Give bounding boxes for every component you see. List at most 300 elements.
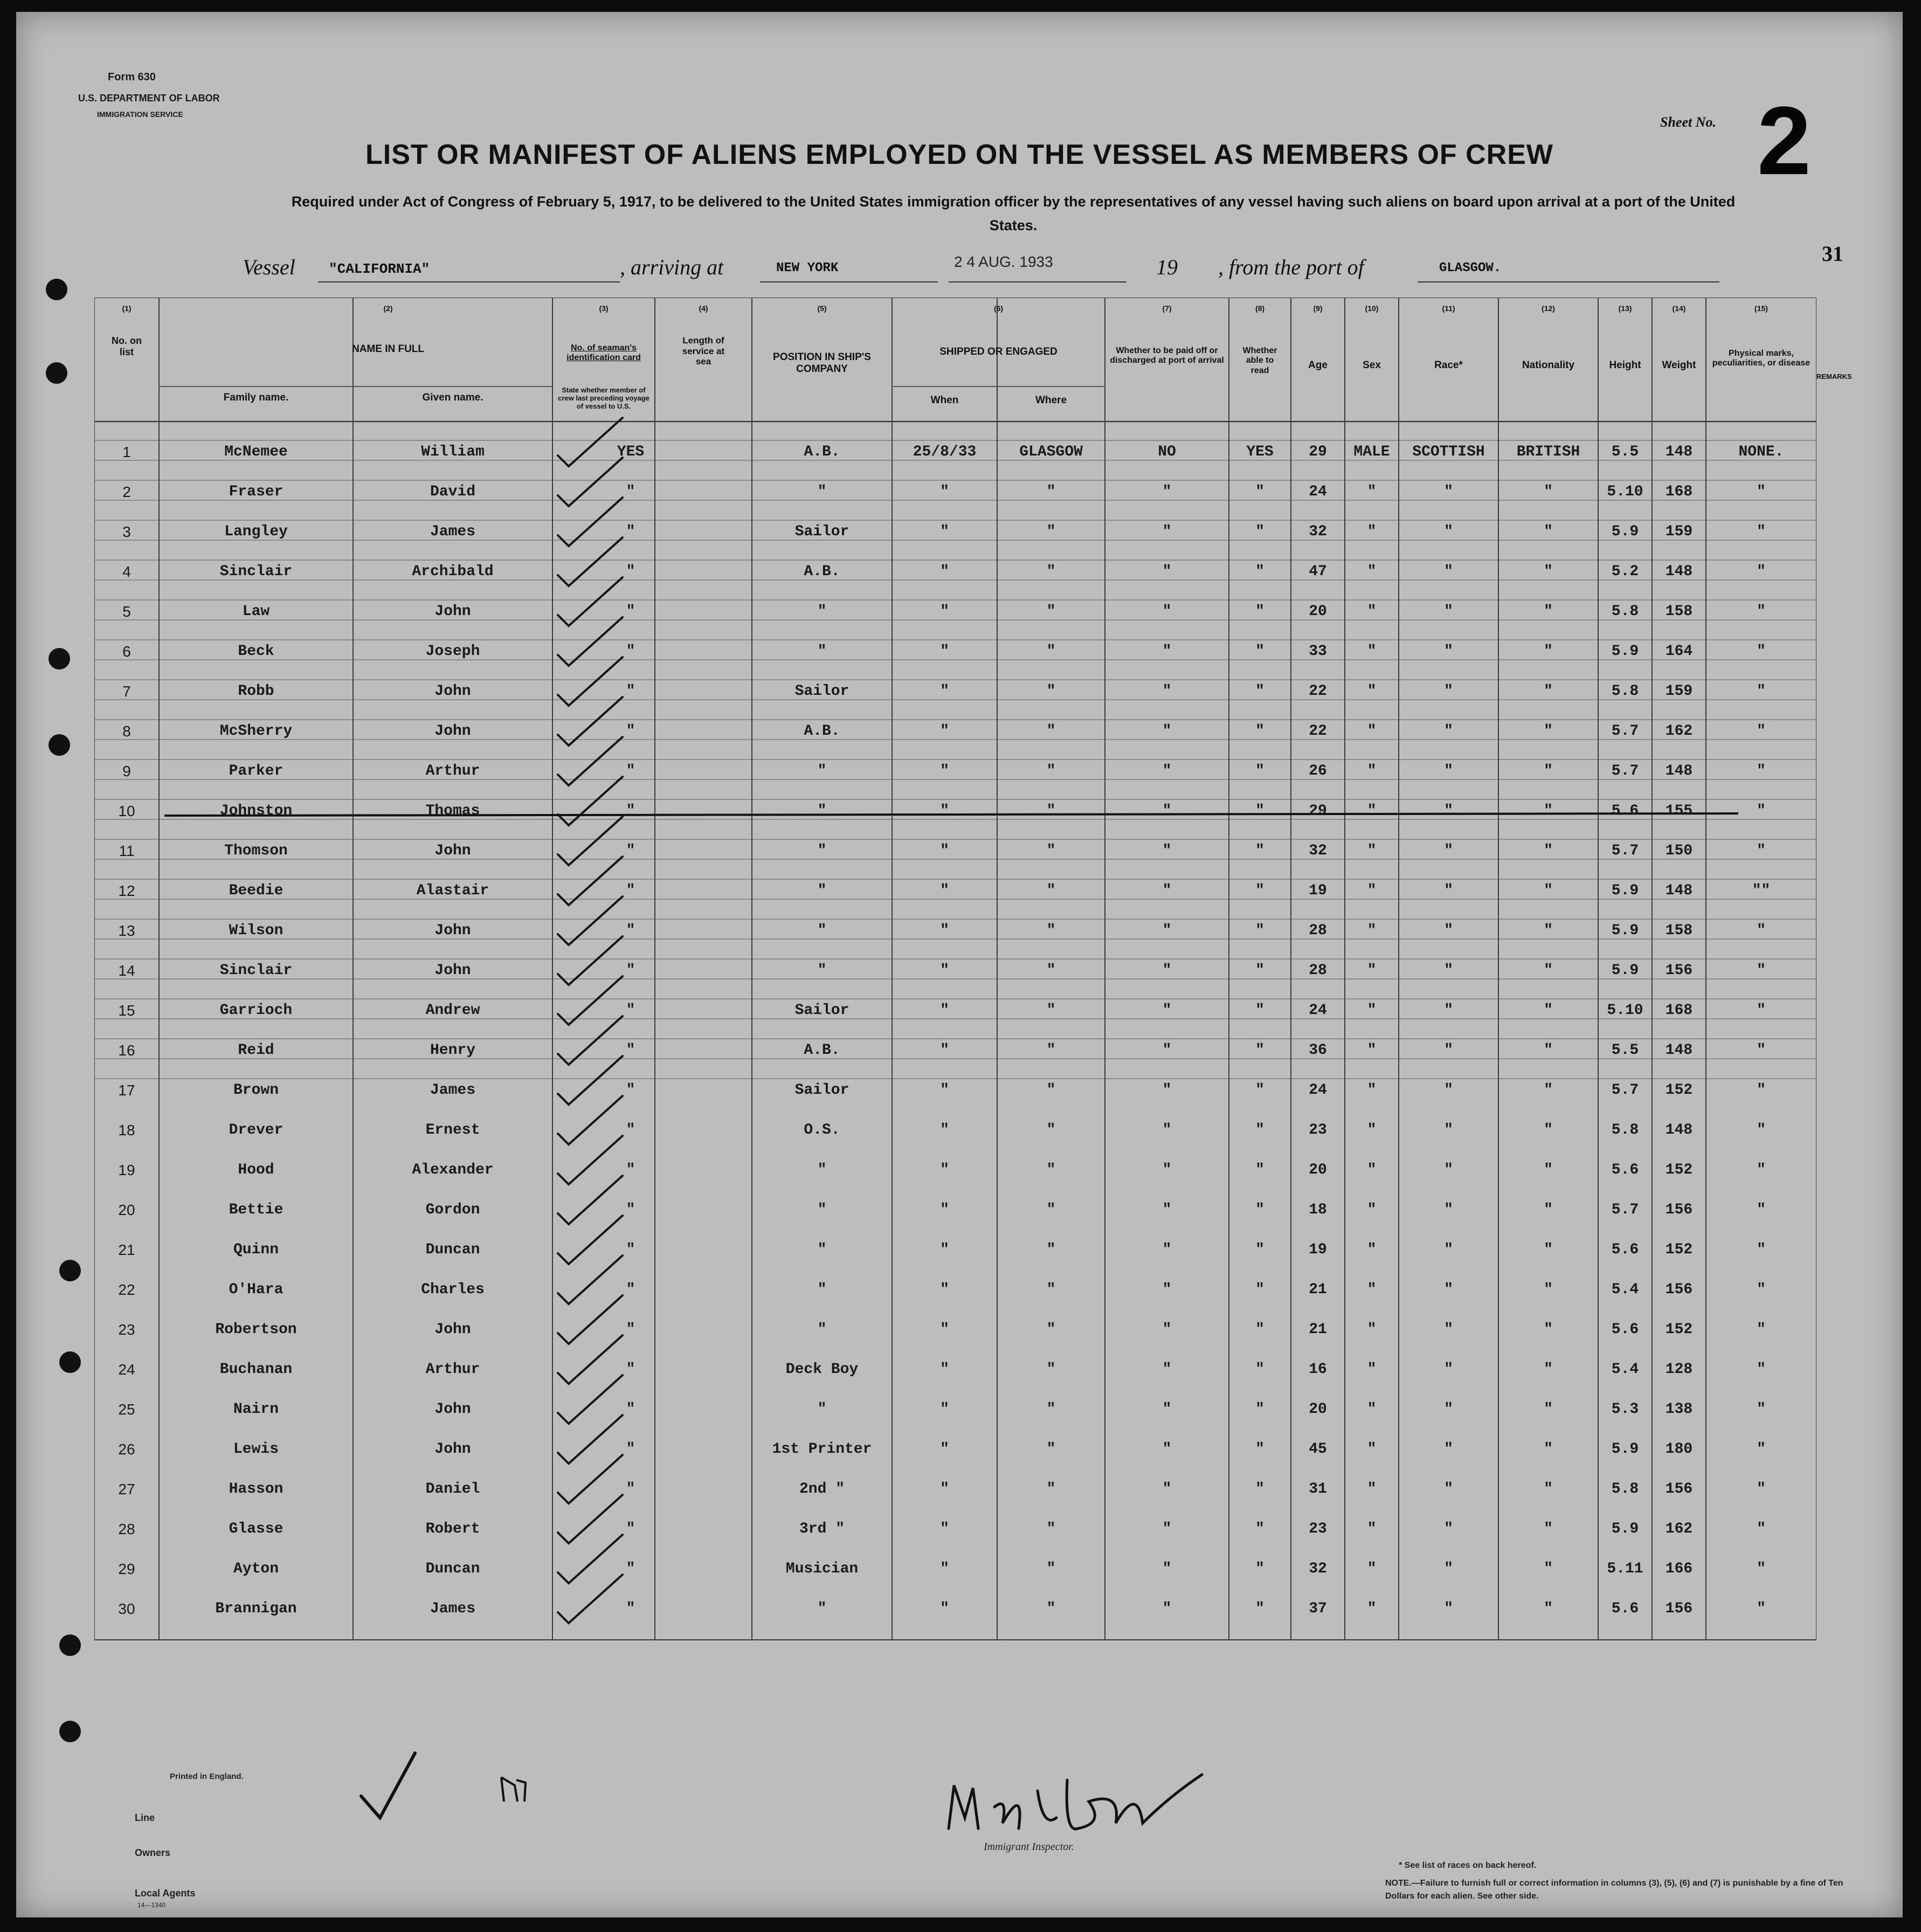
cell-height: 5.7 <box>1611 1202 1639 1218</box>
cell-race: " <box>1444 683 1453 700</box>
cell-position: Deck Boy <box>785 1361 859 1378</box>
cell-family: McNemee <box>224 444 288 460</box>
cell-read: " <box>1255 1162 1264 1178</box>
cell-race: " <box>1444 484 1453 500</box>
cell-race: " <box>1444 1561 1453 1577</box>
cell-nationality: " <box>1544 1122 1553 1138</box>
cell-where: " <box>1046 1600 1056 1617</box>
cell-weight: 158 <box>1665 922 1693 939</box>
cell-position: " <box>817 803 827 819</box>
cell-nationality: " <box>1544 1600 1553 1617</box>
cell-paid: " <box>1162 1561 1172 1577</box>
cell-weight: 148 <box>1665 444 1693 460</box>
cell-weight: 162 <box>1665 723 1693 740</box>
cell-when: " <box>940 1521 949 1537</box>
cell-sex: " <box>1367 922 1377 939</box>
cell-family: Glasse <box>229 1521 284 1537</box>
cell-card: " <box>626 1361 635 1378</box>
cell-paid: " <box>1162 1361 1172 1378</box>
cell-where: " <box>1046 643 1056 660</box>
cell-family: Nairn <box>233 1401 279 1418</box>
cell-read: " <box>1255 1401 1264 1418</box>
hdr-where: Where <box>1035 395 1067 406</box>
year-label: 19 <box>1156 255 1178 279</box>
cell-paid: " <box>1162 1202 1172 1218</box>
cell-card: " <box>626 763 635 779</box>
cell-height: 5.3 <box>1611 1401 1639 1418</box>
cell-card: " <box>626 523 635 540</box>
cell-age: 21 <box>1309 1321 1327 1338</box>
cell-marks: " <box>1757 763 1766 779</box>
cell-no: 28 <box>118 1521 135 1537</box>
cell-card: " <box>626 643 635 660</box>
cell-when: " <box>940 723 949 740</box>
hdr-family-name: Family name. <box>223 392 289 403</box>
hdr-nationality: Nationality <box>1522 360 1575 371</box>
cell-no: 23 <box>118 1321 135 1338</box>
department: U.S. DEPARTMENT OF LABOR <box>78 93 220 104</box>
hdr-height: Height <box>1609 360 1641 371</box>
cell-sex: " <box>1367 1202 1377 1218</box>
cell-read: " <box>1255 1202 1264 1218</box>
cell-when: " <box>940 922 949 939</box>
hdr-c7-num: (7) <box>1162 304 1172 313</box>
cell-sex: " <box>1367 962 1377 979</box>
cell-height: 5.6 <box>1611 1162 1639 1178</box>
cell-no: 21 <box>118 1241 135 1258</box>
cell-card: " <box>626 843 635 859</box>
cell-no: 14 <box>118 962 135 979</box>
cell-when: " <box>940 1002 949 1019</box>
cell-no: 6 <box>122 643 131 660</box>
cell-when: " <box>940 843 949 859</box>
form-subtitle: Required under Act of Congress of February 5, 1917, to be delivered to the United States immigration officer by the representatives of any vessel having such aliens on board upon arrival at a port of the United States. <box>291 194 1736 233</box>
cell-marks: " <box>1757 723 1766 740</box>
cell-family: Brannigan <box>215 1600 297 1617</box>
cell-where: " <box>1046 1361 1056 1378</box>
cell-read: " <box>1255 1521 1264 1537</box>
cell-card: YES <box>617 444 645 460</box>
cell-weight: 156 <box>1665 1600 1693 1617</box>
cell-position: A.B. <box>804 444 840 460</box>
cell-sex: " <box>1367 683 1377 700</box>
cell-when: " <box>940 803 949 819</box>
cell-where: " <box>1046 962 1056 979</box>
cell-weight: 164 <box>1665 643 1693 660</box>
cell-sex: " <box>1367 1281 1377 1298</box>
cell-marks: "" <box>1752 882 1771 899</box>
cell-nationality: " <box>1544 1082 1553 1099</box>
hdr-c9-num: (9) <box>1313 304 1323 313</box>
cell-no: 5 <box>122 603 131 620</box>
hdr-c2-num: (2) <box>383 304 393 313</box>
cell-card: " <box>626 1082 635 1099</box>
form-title: LIST OR MANIFEST OF ALIENS EMPLOYED ON THE VESSEL AS MEMBERS OF CREW <box>365 139 1553 170</box>
cell-sex: " <box>1367 1002 1377 1019</box>
cell-race: " <box>1444 1281 1453 1298</box>
cell-height: 5.10 <box>1607 1002 1643 1019</box>
cell-position: " <box>817 1202 827 1218</box>
cell-when: " <box>940 1441 949 1458</box>
cell-nationality: " <box>1544 603 1553 620</box>
cell-age: 29 <box>1309 444 1327 460</box>
cell-paid: NO <box>1158 444 1176 460</box>
hdr-c10-num: (10) <box>1365 304 1379 313</box>
cell-race: " <box>1444 763 1453 779</box>
cell-when: " <box>940 763 949 779</box>
cell-read: " <box>1255 1082 1264 1099</box>
cell-card: " <box>626 1202 635 1218</box>
hdr-c12-num: (12) <box>1542 304 1555 313</box>
cell-height: 5.4 <box>1611 1281 1639 1298</box>
cell-age: 16 <box>1309 1361 1327 1378</box>
cell-race: " <box>1444 1082 1453 1099</box>
agents-code: 14—1340 <box>137 1901 166 1909</box>
cell-marks: " <box>1757 1122 1766 1138</box>
cell-card: " <box>626 1401 635 1418</box>
cell-age: 31 <box>1309 1481 1327 1498</box>
cell-no: 8 <box>122 723 131 740</box>
cell-sex: " <box>1367 1122 1377 1138</box>
cell-race: " <box>1444 1122 1453 1138</box>
cell-given: Joseph <box>425 643 480 660</box>
cell-given: John <box>434 723 471 740</box>
cell-where: " <box>1046 1002 1056 1019</box>
cell-position: " <box>817 1321 827 1338</box>
cell-age: 24 <box>1309 1082 1327 1099</box>
cell-no: 2 <box>122 484 131 500</box>
cell-height: 5.10 <box>1607 484 1643 500</box>
cell-when: " <box>940 1082 949 1099</box>
cell-position: 3rd " <box>799 1521 845 1537</box>
cell-read: " <box>1255 563 1264 580</box>
cell-where: " <box>1046 882 1056 899</box>
cell-read: " <box>1255 763 1264 779</box>
cell-race: " <box>1444 523 1453 540</box>
binder-hole <box>49 734 70 756</box>
cell-card: " <box>626 603 635 620</box>
cell-position: " <box>817 1281 827 1298</box>
cell-nationality: " <box>1544 922 1553 939</box>
binder-hole <box>59 1351 81 1373</box>
cell-weight: 152 <box>1665 1082 1693 1099</box>
cell-given: John <box>434 603 471 620</box>
cell-paid: " <box>1162 1002 1172 1019</box>
cell-position: Sailor <box>794 523 849 540</box>
cell-no: 27 <box>118 1481 135 1498</box>
cell-sex: " <box>1367 563 1377 580</box>
cell-given: John <box>434 683 471 700</box>
cell-when: " <box>940 882 949 899</box>
cell-sex: " <box>1367 1042 1377 1059</box>
cell-marks: " <box>1757 1162 1766 1178</box>
cell-where: " <box>1046 843 1056 859</box>
cell-position: " <box>817 603 827 620</box>
cell-age: 33 <box>1309 643 1327 660</box>
cell-read: " <box>1255 922 1264 939</box>
cell-height: 5.6 <box>1611 1241 1639 1258</box>
cell-weight: 156 <box>1665 1281 1693 1298</box>
hdr-seaman-card: No. of seaman's identification card <box>566 343 641 363</box>
binder-hole <box>59 1634 81 1656</box>
cell-weight: 168 <box>1665 484 1693 500</box>
cell-where: " <box>1046 1122 1056 1138</box>
cell-read: " <box>1255 962 1264 979</box>
cell-no: 7 <box>122 683 131 700</box>
cell-no: 13 <box>118 922 135 939</box>
cell-paid: " <box>1162 1241 1172 1258</box>
cell-card: " <box>626 1002 635 1019</box>
cell-position: " <box>817 1600 827 1617</box>
cell-where: " <box>1046 603 1056 620</box>
binder-hole <box>49 648 70 670</box>
cell-nationality: " <box>1544 683 1553 700</box>
cell-height: 5.9 <box>1611 962 1639 979</box>
cell-read: " <box>1255 1481 1264 1498</box>
cell-nationality: " <box>1544 523 1553 540</box>
cell-where: " <box>1046 723 1056 740</box>
cell-family: Fraser <box>229 484 284 500</box>
cell-paid: " <box>1162 803 1172 819</box>
cell-paid: " <box>1162 1082 1172 1099</box>
date-underline <box>949 281 1127 282</box>
cell-age: 28 <box>1309 962 1327 979</box>
hdr-c15-num: (15) <box>1754 304 1768 313</box>
cell-position: " <box>817 763 827 779</box>
cell-height: 5.7 <box>1611 723 1639 740</box>
line-label: Line <box>135 1812 155 1823</box>
owners-label: Owners <box>135 1847 171 1858</box>
cell-read: " <box>1255 803 1264 819</box>
cell-age: 45 <box>1309 1441 1327 1458</box>
cell-no: 1 <box>122 444 131 460</box>
cell-nationality: " <box>1544 1361 1553 1378</box>
cell-marks: NONE. <box>1738 444 1784 460</box>
cell-age: 26 <box>1309 763 1327 779</box>
cell-age: 32 <box>1309 843 1327 859</box>
cell-where: " <box>1046 1281 1056 1298</box>
cell-nationality: " <box>1544 882 1553 899</box>
cell-weight: 138 <box>1665 1401 1693 1418</box>
arrival-port: NEW YORK <box>776 261 839 275</box>
cell-card: " <box>626 1600 635 1617</box>
cell-family: Wilson <box>229 922 284 939</box>
cell-card: " <box>626 563 635 580</box>
cell-family: Thomson <box>224 843 288 859</box>
cell-given: Archibald <box>412 563 494 580</box>
cell-height: 5.7 <box>1611 763 1639 779</box>
cell-nationality: " <box>1544 1241 1553 1258</box>
cell-marks: " <box>1757 523 1766 540</box>
cell-sex: " <box>1367 603 1377 620</box>
cell-given: Thomas <box>425 803 480 819</box>
cell-no: 12 <box>118 882 135 899</box>
cell-position: Sailor <box>794 683 849 700</box>
cell-read: " <box>1255 523 1264 540</box>
cell-position: Musician <box>785 1561 859 1577</box>
cell-paid: " <box>1162 1162 1172 1178</box>
cell-where: " <box>1046 563 1056 580</box>
cell-read: " <box>1255 1321 1264 1338</box>
cell-family: Reid <box>238 1042 274 1059</box>
cell-height: 5.9 <box>1611 643 1639 660</box>
cell-family: Drever <box>229 1122 284 1138</box>
cell-when: " <box>940 1401 949 1418</box>
cell-position: " <box>817 962 827 979</box>
binder-hole <box>46 279 67 300</box>
cell-when: " <box>940 1321 949 1338</box>
cell-age: 22 <box>1309 723 1327 740</box>
cell-card: " <box>626 1042 635 1059</box>
cell-card: " <box>626 1281 635 1298</box>
cell-family: Sinclair <box>219 962 293 979</box>
cell-marks: " <box>1757 1401 1766 1418</box>
cell-card: " <box>626 803 635 819</box>
cell-marks: " <box>1757 563 1766 580</box>
cell-no: 9 <box>122 763 131 779</box>
cell-nationality: " <box>1544 1561 1553 1577</box>
cell-no: 15 <box>118 1002 135 1019</box>
hdr-c1-num: (1) <box>122 304 132 313</box>
hdr-c3-num: (3) <box>599 304 609 313</box>
page-number: 31 <box>1822 242 1843 266</box>
cell-position: " <box>817 484 827 500</box>
cell-family: Parker <box>229 763 284 779</box>
cell-family: Hood <box>238 1162 274 1178</box>
cell-given: William <box>421 444 485 460</box>
cell-nationality: BRITISH <box>1516 444 1580 460</box>
cell-family: Bettie <box>229 1202 284 1218</box>
cell-height: 5.6 <box>1611 803 1639 819</box>
cell-paid: " <box>1162 1441 1172 1458</box>
cell-paid: " <box>1162 563 1172 580</box>
cell-when: " <box>940 1162 949 1178</box>
cell-age: 37 <box>1309 1600 1327 1617</box>
cell-age: 23 <box>1309 1122 1327 1138</box>
cell-height: 5.7 <box>1611 843 1639 859</box>
cell-nationality: " <box>1544 1401 1553 1418</box>
cell-paid: " <box>1162 1481 1172 1498</box>
table-grid <box>94 298 1816 1775</box>
cell-given: David <box>430 484 475 500</box>
cell-read: " <box>1255 843 1264 859</box>
cell-read: " <box>1255 643 1264 660</box>
cell-age: 21 <box>1309 1281 1327 1298</box>
hdr-length-service: Length of service at sea <box>682 335 725 367</box>
cell-marks: " <box>1757 484 1766 500</box>
cell-race: " <box>1444 1162 1453 1178</box>
hdr-given-name: Given name. <box>422 392 483 403</box>
cell-position: A.B. <box>804 723 840 740</box>
cell-sex: " <box>1367 1521 1377 1537</box>
cell-weight: 159 <box>1665 523 1693 540</box>
hdr-when: When <box>930 395 959 406</box>
cell-where: GLASGOW <box>1019 444 1083 460</box>
cell-height: 5.8 <box>1611 603 1639 620</box>
cell-when: " <box>940 1561 949 1577</box>
form-number: Form 630 <box>108 71 156 83</box>
cell-race: " <box>1444 1401 1453 1418</box>
cell-where: " <box>1046 484 1056 500</box>
cell-nationality: " <box>1544 1202 1553 1218</box>
cell-position: 2nd " <box>799 1481 845 1498</box>
cell-position: Sailor <box>794 1082 849 1099</box>
cell-weight: 156 <box>1665 1481 1693 1498</box>
cell-paid: " <box>1162 723 1172 740</box>
cell-nationality: " <box>1544 643 1553 660</box>
cell-read: " <box>1255 1042 1264 1059</box>
cell-position: " <box>817 882 827 899</box>
cell-race: " <box>1444 1202 1453 1218</box>
cell-card: " <box>626 1162 635 1178</box>
cell-nationality: " <box>1544 1042 1553 1059</box>
cell-paid: " <box>1162 683 1172 700</box>
cell-where: " <box>1046 1561 1056 1577</box>
cell-sex: MALE <box>1353 444 1390 460</box>
cell-sex: " <box>1367 763 1377 779</box>
cell-age: 19 <box>1309 1241 1327 1258</box>
cell-when: " <box>940 1202 949 1218</box>
agents-label: Local Agents <box>135 1888 196 1899</box>
cell-no: 22 <box>118 1281 135 1298</box>
cell-race: " <box>1444 1361 1453 1378</box>
cell-when: " <box>940 683 949 700</box>
cell-race: " <box>1444 1002 1453 1019</box>
cell-family: Robertson <box>215 1321 297 1338</box>
cell-weight: 166 <box>1665 1561 1693 1577</box>
cell-marks: " <box>1757 683 1766 700</box>
cell-height: 5.5 <box>1611 1042 1639 1059</box>
from-underline <box>1418 281 1719 282</box>
cell-paid: " <box>1162 523 1172 540</box>
cell-position: A.B. <box>804 1042 840 1059</box>
cell-no: 11 <box>119 843 135 859</box>
cell-where: " <box>1046 1202 1056 1218</box>
cell-given: Ernest <box>425 1122 480 1138</box>
cell-read: " <box>1255 484 1264 500</box>
cell-position: " <box>817 1241 827 1258</box>
cell-sex: " <box>1367 1361 1377 1378</box>
cell-sex: " <box>1367 1481 1377 1498</box>
sheet-number: 2 <box>1757 87 1812 195</box>
hdr-c11-num: (11) <box>1442 304 1455 313</box>
cell-height: 5.9 <box>1611 523 1639 540</box>
hdr-physical-marks: Physical marks, peculiarities, or disease <box>1712 349 1811 368</box>
cell-paid: " <box>1162 763 1172 779</box>
cell-height: 5.6 <box>1611 1600 1639 1617</box>
cell-where: " <box>1046 803 1056 819</box>
from-port: GLASGOW. <box>1439 261 1502 275</box>
vessel-name: "CALIFORNIA" <box>329 261 430 277</box>
cell-age: 28 <box>1309 922 1327 939</box>
cell-sex: " <box>1367 1321 1377 1338</box>
cell-where: " <box>1046 763 1056 779</box>
cell-sex: " <box>1367 643 1377 660</box>
hdr-c8-num: (8) <box>1255 304 1265 313</box>
cell-sex: " <box>1367 843 1377 859</box>
cell-when: " <box>940 1241 949 1258</box>
cell-read: " <box>1255 1561 1264 1577</box>
cell-read: " <box>1255 1361 1264 1378</box>
hdr-c5-num: (5) <box>817 304 827 313</box>
cell-weight: 152 <box>1665 1321 1693 1338</box>
vessel-underline <box>318 281 620 282</box>
cell-age: 32 <box>1309 1561 1327 1577</box>
cell-family: Sinclair <box>219 563 293 580</box>
cell-nationality: " <box>1544 723 1553 740</box>
cell-position: A.B. <box>804 563 840 580</box>
cell-where: " <box>1046 1321 1056 1338</box>
